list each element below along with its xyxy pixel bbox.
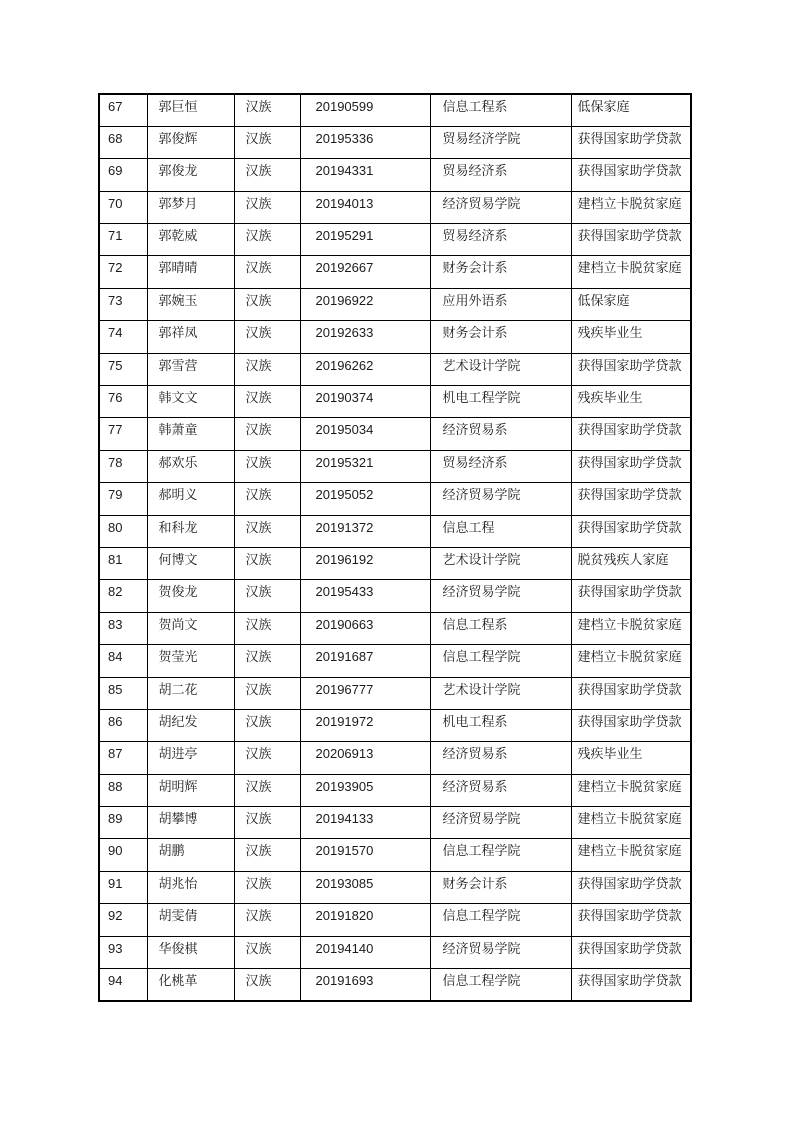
cell-status: 残疾毕业生 (571, 321, 691, 353)
cell-student-id: 20194013 (300, 191, 430, 223)
cell-name: 郭晴晴 (147, 256, 234, 288)
cell-name: 华俊棋 (147, 936, 234, 968)
cell-department: 机电工程系 (430, 709, 571, 741)
cell-name: 胡进亭 (147, 742, 234, 774)
cell-name: 郝明义 (147, 483, 234, 515)
cell-serial: 83 (99, 612, 147, 644)
table-row (99, 386, 691, 418)
cell-serial: 68 (99, 126, 147, 158)
cell-serial: 73 (99, 288, 147, 320)
cell-serial: 81 (99, 547, 147, 579)
student-table-body (99, 94, 691, 1001)
cell-department: 经济贸易系 (430, 742, 571, 774)
cell-status: 获得国家助学贷款 (571, 224, 691, 256)
cell-serial: 94 (99, 969, 147, 1001)
table-row (99, 936, 691, 968)
table-row (99, 807, 691, 839)
cell-department: 信息工程学院 (430, 645, 571, 677)
table-row (99, 709, 691, 741)
cell-department: 经济贸易学院 (430, 807, 571, 839)
cell-department: 应用外语系 (430, 288, 571, 320)
cell-serial: 91 (99, 871, 147, 903)
table-row (99, 483, 691, 515)
cell-department: 经济贸易系 (430, 774, 571, 806)
cell-ethnicity: 汉族 (234, 774, 300, 806)
cell-name: 郭巨恒 (147, 94, 234, 126)
cell-status: 获得国家助学贷款 (571, 871, 691, 903)
cell-serial: 85 (99, 677, 147, 709)
cell-status: 低保家庭 (571, 288, 691, 320)
table-row (99, 677, 691, 709)
cell-status: 建档立卡脱贫家庭 (571, 839, 691, 871)
cell-status: 获得国家助学贷款 (571, 969, 691, 1001)
cell-department: 财务会计系 (430, 871, 571, 903)
cell-serial: 75 (99, 353, 147, 385)
table-row (99, 418, 691, 450)
cell-serial: 76 (99, 386, 147, 418)
cell-department: 机电工程学院 (430, 386, 571, 418)
cell-status: 获得国家助学贷款 (571, 580, 691, 612)
cell-department: 信息工程系 (430, 612, 571, 644)
cell-status: 获得国家助学贷款 (571, 677, 691, 709)
cell-ethnicity: 汉族 (234, 418, 300, 450)
cell-department: 信息工程学院 (430, 969, 571, 1001)
cell-student-id: 20195034 (300, 418, 430, 450)
cell-name: 化桃革 (147, 969, 234, 1001)
table-row (99, 612, 691, 644)
cell-ethnicity: 汉族 (234, 839, 300, 871)
cell-status: 建档立卡脱贫家庭 (571, 645, 691, 677)
cell-name: 贺尚文 (147, 612, 234, 644)
cell-status: 建档立卡脱贫家庭 (571, 612, 691, 644)
cell-department: 艺术设计学院 (430, 547, 571, 579)
cell-serial: 78 (99, 450, 147, 482)
cell-serial: 86 (99, 709, 147, 741)
cell-name: 郭俊辉 (147, 126, 234, 158)
cell-serial: 71 (99, 224, 147, 256)
cell-department: 经济贸易系 (430, 418, 571, 450)
cell-name: 胡兆怡 (147, 871, 234, 903)
cell-status: 建档立卡脱贫家庭 (571, 807, 691, 839)
cell-ethnicity: 汉族 (234, 580, 300, 612)
cell-department: 贸易经济学院 (430, 126, 571, 158)
cell-serial: 93 (99, 936, 147, 968)
cell-student-id: 20191972 (300, 709, 430, 741)
cell-student-id: 20191570 (300, 839, 430, 871)
cell-ethnicity: 汉族 (234, 645, 300, 677)
cell-department: 贸易经济系 (430, 159, 571, 191)
cell-serial: 90 (99, 839, 147, 871)
table-row (99, 256, 691, 288)
cell-name: 胡明辉 (147, 774, 234, 806)
cell-student-id: 20190663 (300, 612, 430, 644)
cell-student-id: 20192633 (300, 321, 430, 353)
cell-status: 获得国家助学贷款 (571, 515, 691, 547)
cell-department: 贸易经济系 (430, 224, 571, 256)
cell-student-id: 20194133 (300, 807, 430, 839)
cell-student-id: 20191372 (300, 515, 430, 547)
cell-department: 财务会计系 (430, 321, 571, 353)
cell-student-id: 20193085 (300, 871, 430, 903)
cell-department: 信息工程系 (430, 94, 571, 126)
cell-status: 脱贫残疾人家庭 (571, 547, 691, 579)
cell-student-id: 20190599 (300, 94, 430, 126)
cell-department: 艺术设计学院 (430, 353, 571, 385)
cell-ethnicity: 汉族 (234, 612, 300, 644)
cell-department: 经济贸易学院 (430, 580, 571, 612)
table-row (99, 645, 691, 677)
cell-name: 韩文文 (147, 386, 234, 418)
cell-department: 信息工程学院 (430, 839, 571, 871)
cell-name: 郭俊龙 (147, 159, 234, 191)
cell-student-id: 20196922 (300, 288, 430, 320)
cell-serial: 72 (99, 256, 147, 288)
cell-name: 郭梦月 (147, 191, 234, 223)
cell-ethnicity: 汉族 (234, 807, 300, 839)
cell-name: 郭乾威 (147, 224, 234, 256)
cell-name: 胡二花 (147, 677, 234, 709)
table-row (99, 224, 691, 256)
cell-name: 贺莹光 (147, 645, 234, 677)
cell-status: 获得国家助学贷款 (571, 353, 691, 385)
cell-department: 信息工程学院 (430, 904, 571, 936)
cell-serial: 69 (99, 159, 147, 191)
cell-student-id: 20196262 (300, 353, 430, 385)
cell-student-id: 20195336 (300, 126, 430, 158)
table-row (99, 321, 691, 353)
cell-ethnicity: 汉族 (234, 483, 300, 515)
cell-ethnicity: 汉族 (234, 871, 300, 903)
cell-ethnicity: 汉族 (234, 904, 300, 936)
cell-ethnicity: 汉族 (234, 224, 300, 256)
table-row (99, 353, 691, 385)
cell-status: 残疾毕业生 (571, 742, 691, 774)
table-row (99, 580, 691, 612)
cell-ethnicity: 汉族 (234, 191, 300, 223)
table-row (99, 191, 691, 223)
cell-ethnicity: 汉族 (234, 450, 300, 482)
cell-department: 贸易经济系 (430, 450, 571, 482)
table-row (99, 288, 691, 320)
cell-ethnicity: 汉族 (234, 94, 300, 126)
cell-student-id: 20191820 (300, 904, 430, 936)
cell-student-id: 20190374 (300, 386, 430, 418)
cell-ethnicity: 汉族 (234, 386, 300, 418)
cell-name: 郝欢乐 (147, 450, 234, 482)
cell-name: 胡攀博 (147, 807, 234, 839)
cell-name: 郭祥凤 (147, 321, 234, 353)
cell-status: 低保家庭 (571, 94, 691, 126)
cell-ethnicity: 汉族 (234, 353, 300, 385)
cell-student-id: 20195433 (300, 580, 430, 612)
cell-ethnicity: 汉族 (234, 677, 300, 709)
table-row (99, 547, 691, 579)
cell-serial: 88 (99, 774, 147, 806)
cell-ethnicity: 汉族 (234, 547, 300, 579)
cell-serial: 92 (99, 904, 147, 936)
cell-ethnicity: 汉族 (234, 288, 300, 320)
cell-status: 获得国家助学贷款 (571, 936, 691, 968)
table-row (99, 450, 691, 482)
cell-name: 何博文 (147, 547, 234, 579)
cell-name: 胡鹏 (147, 839, 234, 871)
table-row (99, 742, 691, 774)
cell-student-id: 20196777 (300, 677, 430, 709)
cell-name: 贺俊龙 (147, 580, 234, 612)
cell-student-id: 20195321 (300, 450, 430, 482)
table-row (99, 94, 691, 126)
cell-status: 建档立卡脱贫家庭 (571, 256, 691, 288)
cell-student-id: 20195052 (300, 483, 430, 515)
cell-name: 胡纪发 (147, 709, 234, 741)
cell-status: 获得国家助学贷款 (571, 418, 691, 450)
cell-ethnicity: 汉族 (234, 709, 300, 741)
table-row (99, 871, 691, 903)
cell-name: 郭雪营 (147, 353, 234, 385)
cell-student-id: 20191687 (300, 645, 430, 677)
cell-serial: 87 (99, 742, 147, 774)
cell-status: 获得国家助学贷款 (571, 483, 691, 515)
cell-ethnicity: 汉族 (234, 126, 300, 158)
cell-status: 残疾毕业生 (571, 386, 691, 418)
cell-student-id: 20192667 (300, 256, 430, 288)
table-row (99, 839, 691, 871)
table-row (99, 126, 691, 158)
cell-serial: 89 (99, 807, 147, 839)
cell-serial: 74 (99, 321, 147, 353)
cell-status: 获得国家助学贷款 (571, 450, 691, 482)
cell-serial: 70 (99, 191, 147, 223)
cell-student-id: 20191693 (300, 969, 430, 1001)
cell-department: 财务会计系 (430, 256, 571, 288)
cell-status: 建档立卡脱贫家庭 (571, 774, 691, 806)
cell-student-id: 20194140 (300, 936, 430, 968)
cell-serial: 77 (99, 418, 147, 450)
cell-ethnicity: 汉族 (234, 321, 300, 353)
cell-ethnicity: 汉族 (234, 256, 300, 288)
cell-department: 艺术设计学院 (430, 677, 571, 709)
cell-serial: 79 (99, 483, 147, 515)
cell-student-id: 20193905 (300, 774, 430, 806)
cell-ethnicity: 汉族 (234, 515, 300, 547)
table-row (99, 969, 691, 1001)
cell-department: 经济贸易学院 (430, 483, 571, 515)
cell-student-id: 20194331 (300, 159, 430, 191)
cell-ethnicity: 汉族 (234, 969, 300, 1001)
cell-ethnicity: 汉族 (234, 742, 300, 774)
cell-status: 获得国家助学贷款 (571, 904, 691, 936)
cell-name: 和科龙 (147, 515, 234, 547)
cell-serial: 67 (99, 94, 147, 126)
cell-department: 经济贸易学院 (430, 191, 571, 223)
cell-status: 获得国家助学贷款 (571, 709, 691, 741)
cell-serial: 80 (99, 515, 147, 547)
cell-student-id: 20196192 (300, 547, 430, 579)
cell-department: 信息工程 (430, 515, 571, 547)
cell-serial: 84 (99, 645, 147, 677)
student-table (98, 93, 692, 1002)
cell-student-id: 20206913 (300, 742, 430, 774)
table-row (99, 159, 691, 191)
cell-ethnicity: 汉族 (234, 159, 300, 191)
table-row (99, 904, 691, 936)
cell-serial: 82 (99, 580, 147, 612)
cell-status: 建档立卡脱贫家庭 (571, 191, 691, 223)
table-row (99, 774, 691, 806)
cell-name: 韩萧童 (147, 418, 234, 450)
cell-department: 经济贸易学院 (430, 936, 571, 968)
cell-name: 胡雯倩 (147, 904, 234, 936)
table-row (99, 515, 691, 547)
cell-name: 郭婉玉 (147, 288, 234, 320)
cell-student-id: 20195291 (300, 224, 430, 256)
cell-status: 获得国家助学贷款 (571, 159, 691, 191)
cell-status: 获得国家助学贷款 (571, 126, 691, 158)
cell-ethnicity: 汉族 (234, 936, 300, 968)
